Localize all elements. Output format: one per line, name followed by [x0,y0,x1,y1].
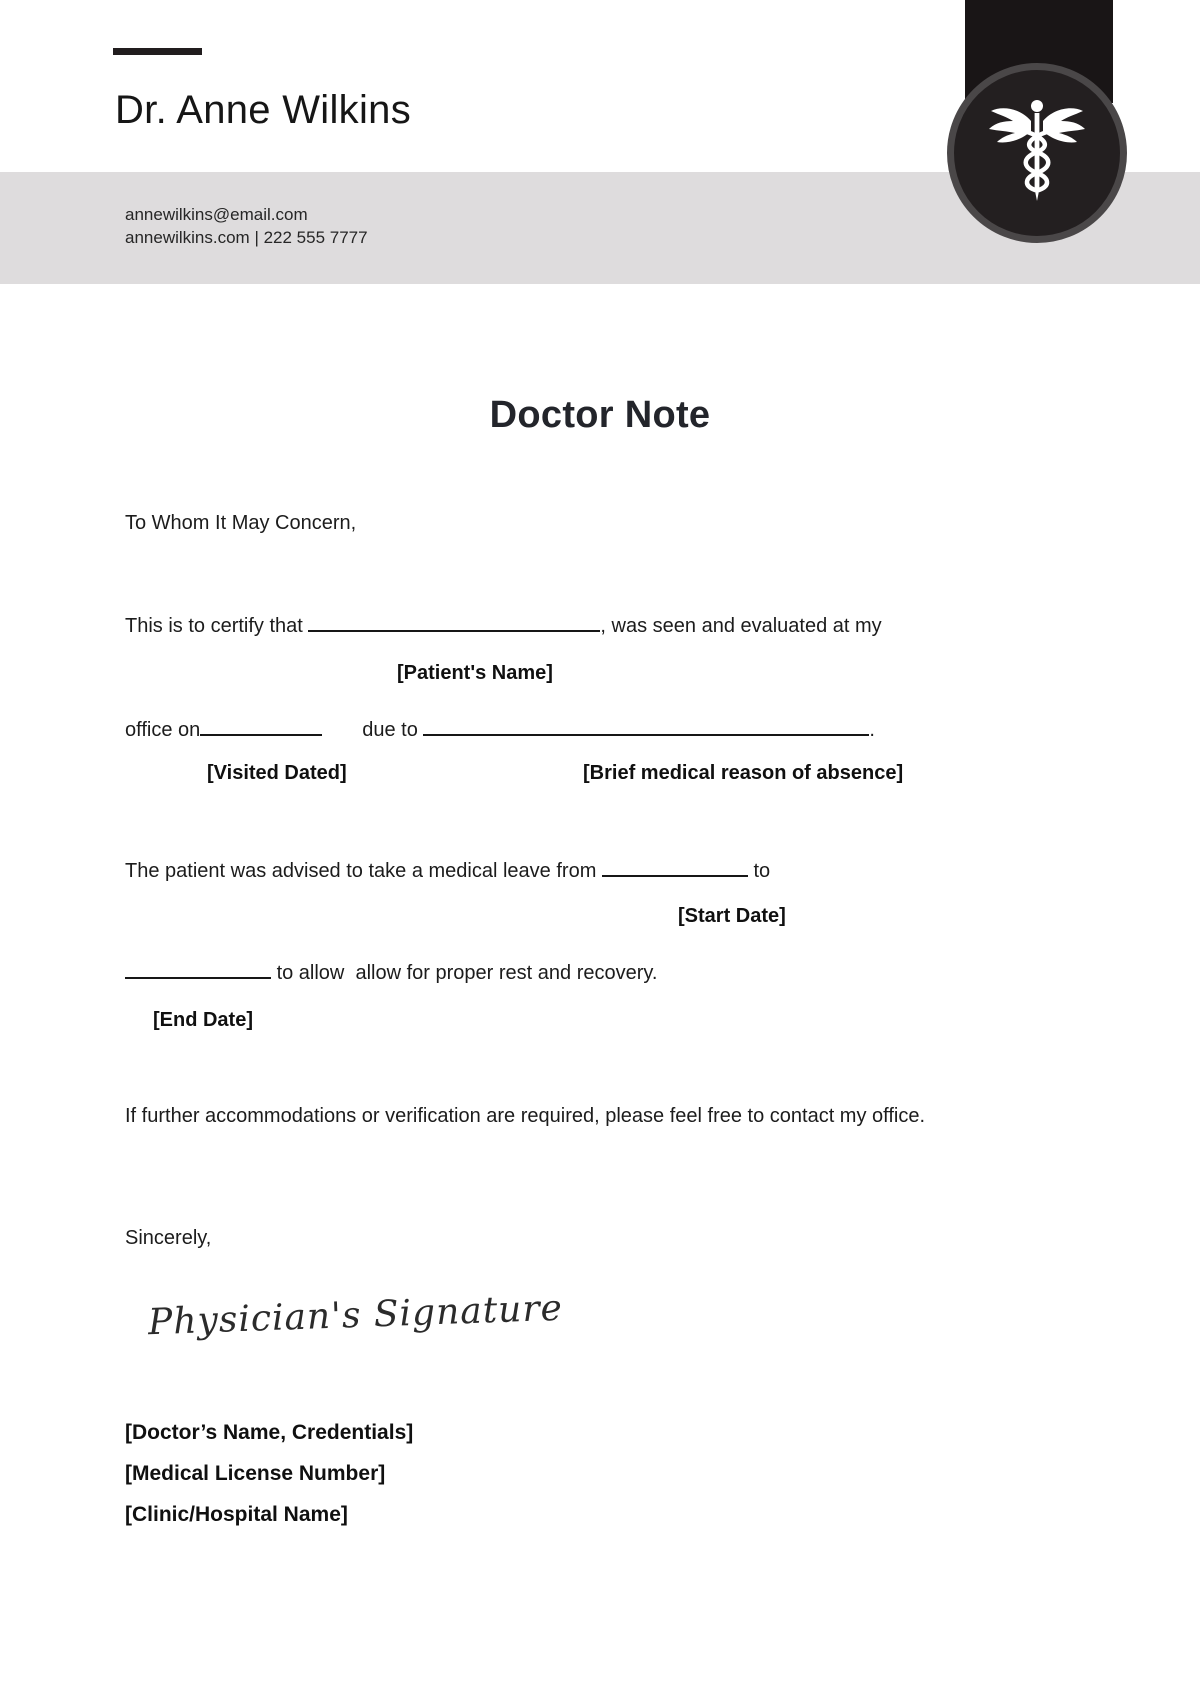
contact-website-phone: annewilkins.com | 222 555 7777 [125,228,368,247]
visit-date-blank [200,714,322,736]
office-text-middle: due to [362,719,418,741]
office-text-end: . [869,719,875,741]
recovery-text: to allow allow for proper rest and recovery. [276,962,658,984]
office-line [125,714,875,742]
salutation: To Whom It May Concern, [125,512,357,534]
closing: Sincerely, [125,1227,212,1249]
medical-badge [947,63,1127,243]
start-date-label: [Start Date] [678,905,786,927]
leave-text-after: to [753,860,771,882]
patient-name-blank [308,610,600,632]
certify-text-before: This is to certify that [125,615,303,637]
contact-info [125,203,368,249]
end-date-label: [End Date] [153,1009,253,1031]
contact-paragraph: If further accommodations or verification are required, please feel free to contact my office. [125,1105,926,1127]
patient-name-label: [Patient's Name] [397,662,553,684]
footer-block [125,1412,413,1535]
leave-text-before: The patient was advised to take a medical leave from [125,860,597,882]
certify-line [125,610,882,638]
leave-line [125,855,770,883]
recovery-line [125,957,657,985]
doctor-name-heading: Dr. Anne Wilkins [115,88,412,132]
office-text-before: office on [125,719,201,741]
clinic-name-placeholder: [Clinic/Hospital Name] [125,1503,348,1526]
caduceus-icon [985,97,1089,209]
header-accent-bar [113,48,202,55]
page-title: Doctor Note [489,394,711,436]
reason-blank [423,714,869,736]
license-number-placeholder: [Medical License Number] [125,1462,386,1485]
reason-label: [Brief medical reason of absence] [583,762,904,784]
end-date-blank [125,957,271,979]
physician-signature: Physician's Signature [147,1287,564,1344]
visited-date-label: [Visited Dated] [207,762,347,784]
certify-text-after: , was seen and evaluated at my [600,615,882,637]
start-date-blank [602,855,748,877]
doctor-credentials-placeholder: [Doctor’s Name, Credentials] [125,1421,414,1444]
contact-email: annewilkins@email.com [125,205,308,224]
